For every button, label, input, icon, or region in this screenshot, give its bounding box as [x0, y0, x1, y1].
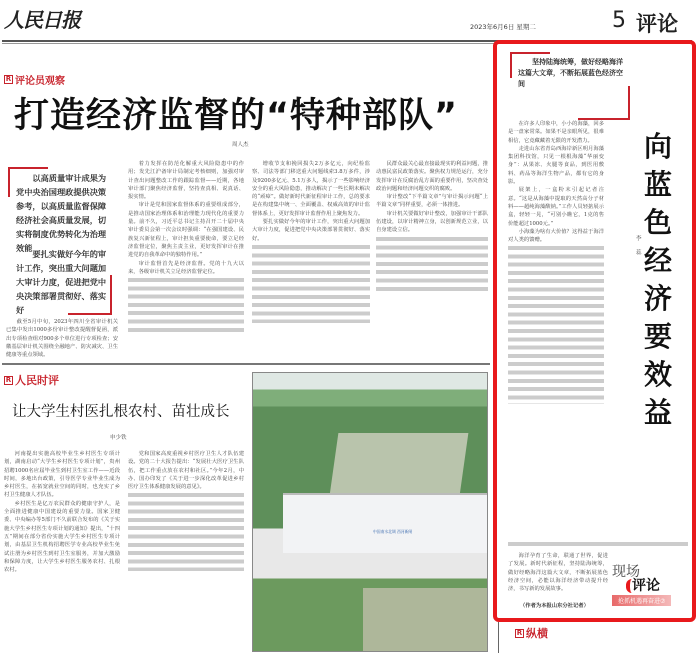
article2-kicker: [4, 372, 59, 388]
section-title: 评论: [636, 12, 678, 36]
photo-building: [283, 493, 488, 553]
kicker-label: 纵横: [526, 627, 548, 640]
news-photo-water-project: [252, 372, 488, 652]
article2-author: 申少铁: [110, 435, 127, 441]
article2-headline[interactable]: 让大学生村医扎根农村、苗壮成长: [12, 404, 230, 420]
masthead-logo: 人民日报: [4, 8, 80, 32]
sidebar-pullquote-text: 坚持陆海统筹，做好经略海洋这篇大文章，不断拓展蓝色经济空间: [518, 58, 623, 88]
quote-corner: [68, 275, 112, 315]
page-number: 5: [612, 8, 626, 33]
article1-column-3: 增收节支和挽回损失2万多亿元，向纪检监察、司法等部门移送重大问题线索3.8万多件，涉及9200多亿元、5.1万多人，揭示了一些影响经济安全的重大风险隐患，推动解决了一些长期未解决的“顽瘴”。做好新时代新征程审计工作，总的要求是在构建集中统一、全面覆盖、权威高效的审计监督体系上，更好发挥审计监督作用上聚焦发力。 要扎实做好今年的审计工作，突出重大问题加大审计力度，促进把党中央决策部署贯彻好、落实好。: [252, 160, 370, 360]
article2-body: 河南提出实施高校毕业生乡村医生专项计划，湖南启动“大学生乡村医生专项计划”，贵州招聘1000名应届毕业生到村卫生室工作——近段时间，多地出台政策，引导医学专业毕业生成为乡村医生，在拓宽就业空间的同时，也充实了乡村卫生健康人才队伍。 乡村医生是亿万农民群众的健康守护人，是全面推进健康中国建设的重要力量。国家卫健委、中央编办等5部门不久前联合发布的《关于实施大学生乡村医生专项计划的通知》提出，“十四五”期间在部分省份实施大学生乡村医生专项计划，由基层卫生机构招聘医学专业高校毕业生免试注册为乡村医生到村卫生室服务，并加大激励和保障力度，让大学生乡村医生服务农村、扎根农村。 党和国家高度重视乡村医疗卫生人才队伍建设。党的二十大报告提出：“发展壮大医疗卫生队伍，把工作重点放在农村和社区。”今年2月，中办、国办印发了《关于进一步深化改革促进乡村医疗卫生体系健康发展的意见》。: [4, 451, 244, 574]
series-logo-line1: 现场: [612, 564, 640, 580]
sidebar-body-wide: [508, 540, 688, 550]
article1-kicker: [4, 72, 65, 87]
pullquote-1: 以高质量审计成果为党中央治国理政提供决策参考，以高质量监督保障经济社会高质量发展，切实将制度优势转化为治理效能: [16, 173, 107, 253]
sidebar-body: 在许多人印象中，小小的海藻，回多是一盘家常菜。如果不是亲眼所见，很难相信，它竟藏藏着无限的开发潜力。 走进山东省青岛西海岸新区明月海藻集团科技馆，只见一根根海藻“华丽变身”：从果冻、火腿等食品，到医用敷料、药品等海洋生物产品，都有它的身影。 展架上，一盒粉末引起记者注意。“这是从海藻中提取的天然高分子材料——超纯海藻酸钠。”工作人员轻掂展示盒，轻轻一晃，“可别小瞧它，1克的售价能超过1000元。” 小海藻为啥有大价值？这得益于海洋对人类的馈赠。: [508, 120, 604, 540]
pullquote-group: [4, 165, 116, 315]
sidebar-closing: 海洋孕育了生命，联通了世界，促进了发展。新时代新征程，坚持陆海统筹，做好经略海洋这篇大文章，不断拓展蓝色经济空间，必能以海洋经济带动提升经济，书写新的发展故事。: [508, 553, 608, 593]
pullquote-2: 要扎实做好今年的审计工作，突出重大问题加大审计力度，促进把党中央决策部署贯彻好、落实好: [16, 249, 107, 315]
article1-column-4: 民群众最关心最直接最现实的利益问题，推动惠民富民政策落实。聚焦权力规范运行，充分发挥审计在反腐治乱方面的重要作用，坚决查处政治问题和经济问题交织的腐败。 审计整改“下半篇文章”与审计揭示问题“上半篇文章”同样重要，必须一体推进。 审计机关要做好审计整改，加强审计干部队伍建设，以审计精神立身，以创新规范立业，以自身建设立信。: [376, 160, 488, 360]
quote-corner: [578, 86, 630, 120]
r-logo-icon: R: [516, 628, 523, 637]
kicker-label: 评论员观察: [15, 76, 65, 87]
zongheng-kicker: [515, 625, 548, 641]
kicker-label: 人民时评: [15, 374, 59, 387]
article1-headline[interactable]: 打造经济监督的“特种部队”: [14, 96, 459, 136]
article1-author: 周人杰: [232, 142, 249, 148]
r-logo-icon: R: [5, 75, 12, 83]
section-divider: [2, 363, 490, 365]
sidebar-pullquote: [510, 52, 628, 112]
sidebar-headline[interactable]: 向蓝色经济要效益: [643, 130, 672, 429]
r-logo-icon: R: [5, 375, 12, 384]
sidebar-byline-note: （作者为本报山东分社记者）: [520, 603, 589, 609]
series-logo: [612, 565, 671, 606]
series-tag: 抢抓机遇再奋进⑦: [612, 595, 671, 606]
column-divider: [498, 622, 499, 653]
series-logo-line2: 评论: [626, 579, 671, 593]
photo-sign-text: 中国南水北调 西河新闸: [373, 529, 413, 534]
sidebar-author: 李蕊: [636, 236, 642, 256]
article1-column-1: 截至5月中旬，2023年四川全省审计机关已集中发出1000多份审计整改提醒督促函，派出专项检查组对900多个单位进行专项检查；安徽基层审计机关围绕全融地产、防灾减灾、卫生健康等重点领域。: [6, 319, 118, 359]
article1-column-2: 着力发挥在防范化解重大风险隐患中的作用；发先江沪备审计局制定考核细则，加强对审计查出问题整改工作的跟踪监督——近期，各地审计部门聚焦经济监督，坚持查真相、说真话、报实情。 审计是党和国家监督体系的重要组成部分，是推动国家治理体系和治理能力现代化的重要力量。前不久，习近平总书记主持召开二十届中央审计委员会第一次会议时强调：“在强国建设、民族复兴新征程上，审计担负重要使命，要立足经济监督定位，聚焦主责主业，更好发挥审计在推进党的自我革命中的独特作用。” 审计监督首先是经济监督。党的十九大以来，各级审计机关立足经济监督定位。: [128, 160, 244, 360]
dateline: 2023年6月6日 星期二: [470, 23, 536, 31]
photo-water: [363, 588, 488, 652]
